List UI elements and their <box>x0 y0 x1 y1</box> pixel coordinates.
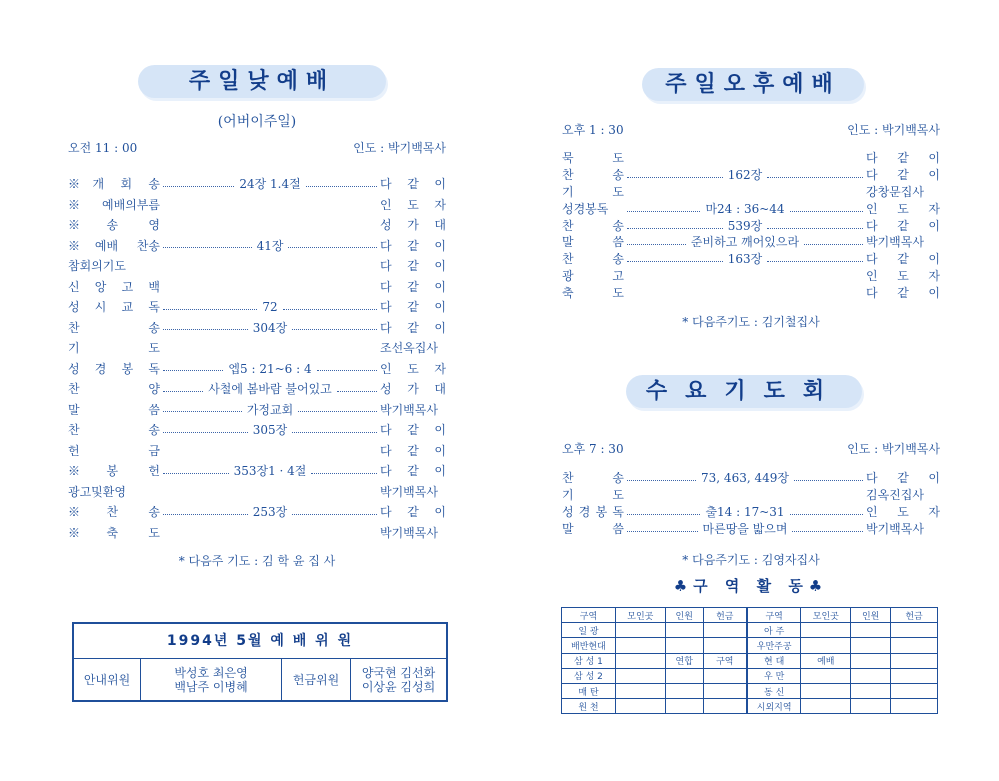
program-item <box>68 359 446 380</box>
program-item-leader: 박기백목사 <box>380 525 438 540</box>
table-header-cell: 구역 <box>562 608 616 623</box>
program-item-name: ※예배 찬송 <box>68 238 160 253</box>
program-item <box>68 277 446 298</box>
program-item <box>562 487 940 504</box>
program-item-leader: 인 도 자 <box>380 361 446 376</box>
dot-leader <box>624 192 866 193</box>
guide-names-line-1: 박성호 최은영 <box>174 666 248 680</box>
table-cell: 동 신 <box>747 683 801 698</box>
dot-leader <box>160 297 380 318</box>
program-item <box>68 256 446 277</box>
program-item-leader: 다 같 이 <box>866 286 940 301</box>
program-item-leader: 다 같 이 <box>380 423 446 437</box>
table-cell <box>801 683 851 698</box>
program-item-name: ※축 도 <box>68 525 160 540</box>
dot-leader <box>160 450 380 451</box>
dot-leader <box>624 167 866 184</box>
program-item-detail: 162장 <box>727 167 763 182</box>
table-cell: 구역 <box>703 653 747 668</box>
table-cell <box>801 668 851 683</box>
program-item <box>562 251 940 268</box>
program-item <box>562 167 940 184</box>
program-item <box>562 285 940 302</box>
table-cell: 아 주 <box>747 623 801 638</box>
program-item <box>68 379 446 400</box>
program-item-name: 성 경 봉 독 <box>562 504 624 519</box>
program-item-leader: 인 도 자 <box>380 197 446 212</box>
table-cell <box>891 668 938 683</box>
dot-leader <box>160 286 380 287</box>
program-item-leader: 다 같 이 <box>380 464 446 478</box>
program-item <box>68 420 446 441</box>
offering-names <box>351 659 446 701</box>
program-item <box>68 400 446 421</box>
sunday-morning-title: 주일낮예배 <box>138 65 386 98</box>
program-item-name: 찬 송 <box>68 423 160 437</box>
sunday-morning-program <box>68 174 446 543</box>
table-cell <box>615 653 665 668</box>
program-item-name: 참회의기도 <box>68 259 126 273</box>
table-cell <box>851 623 891 638</box>
program-item-name: ※봉 헌 <box>68 464 160 478</box>
program-item-leader: 다 같 이 <box>380 177 446 191</box>
program-item-name: 신 앙 고 백 <box>68 279 160 294</box>
program-item-leader: 박기백목사 <box>380 484 438 499</box>
program-item <box>562 470 940 487</box>
program-item <box>562 504 940 521</box>
table-cell <box>665 668 703 683</box>
next-week-prayer: * 다음주기도 : 김기철집사 <box>682 315 820 329</box>
dot-leader <box>160 236 380 257</box>
program-item-leader: 다 같 이 <box>380 300 446 314</box>
table-cell <box>615 668 665 683</box>
dot-leader <box>624 521 866 538</box>
table-row <box>562 653 938 668</box>
table-header-cell: 인원 <box>665 608 703 623</box>
dot-leader <box>160 348 380 349</box>
program-item-name: 찬 송 <box>562 167 624 182</box>
offering-label: 헌금위원 <box>282 659 351 701</box>
program-item-name: 찬 송 <box>562 471 624 485</box>
worship-committee-box <box>72 622 448 702</box>
program-item-name: 찬 송 <box>562 218 624 233</box>
dot-leader <box>160 174 380 195</box>
program-item <box>68 215 446 236</box>
table-row <box>562 623 938 638</box>
program-item-name: 묵 도 <box>562 151 624 165</box>
program-item-name: 찬 양 <box>68 382 160 396</box>
program-item-leader: 인 도 자 <box>866 201 940 216</box>
table-cell <box>851 683 891 698</box>
table-cell <box>851 653 891 668</box>
program-item-detail: 353장1 · 4절 <box>233 464 307 478</box>
program-item <box>68 338 446 359</box>
program-item-name: 광 고 <box>562 269 624 284</box>
table-cell: 우만주공 <box>747 638 801 653</box>
program-item <box>68 482 446 503</box>
table-cell <box>615 683 665 698</box>
table-row <box>562 699 938 714</box>
table-cell: 삼 성 1 <box>562 653 616 668</box>
dot-leader <box>160 532 380 533</box>
dot-leader <box>160 204 380 205</box>
program-item-leader: 다 같 이 <box>380 238 446 253</box>
sunday-afternoon-program <box>562 150 940 302</box>
table-cell <box>891 699 938 714</box>
table-header-row <box>562 608 938 623</box>
table-header-cell: 헌금 <box>891 608 938 623</box>
program-item <box>68 461 446 482</box>
table-cell <box>703 668 747 683</box>
program-item-name: ※예배의부름 <box>68 197 160 212</box>
table-cell: 배반현대 <box>562 638 616 653</box>
dot-leader <box>160 400 380 421</box>
sunday-morning-subtitle: (어버이주일) <box>217 114 297 130</box>
program-item-detail: 마24 : 36~44 <box>705 201 785 216</box>
wednesday-title: 수요기도회 <box>626 375 862 408</box>
service-leader: 인도 : 박기백목사 <box>847 123 940 137</box>
program-item-detail: 출14 : 17~31 <box>705 504 785 519</box>
table-cell: 현 대 <box>747 653 801 668</box>
program-item-leader: 다 같 이 <box>380 259 446 273</box>
program-item-detail: 준비하고 깨어있으라 <box>690 235 800 250</box>
table-cell <box>801 638 851 653</box>
program-item-detail: 사철에 봄바람 불어있고 <box>208 382 332 396</box>
program-item-leader: 김옥진집사 <box>866 487 924 502</box>
district-activity-table <box>561 607 938 714</box>
program-item-leader: 박기백목사 <box>866 235 924 250</box>
table-cell <box>703 638 747 653</box>
program-item-name: 성 경 봉 독 <box>68 361 160 376</box>
dot-leader <box>624 470 866 487</box>
program-item-leader: 다 같 이 <box>866 167 940 182</box>
dot-leader <box>160 420 380 441</box>
program-item-leader: 박기백목사 <box>380 402 438 417</box>
program-item-name: 말 씀 <box>68 402 160 417</box>
dot-leader <box>160 379 380 400</box>
program-item-leader: 박기백목사 <box>866 521 924 536</box>
program-item <box>562 184 940 201</box>
table-cell <box>851 668 891 683</box>
dot-leader <box>160 225 380 226</box>
table-header-cell: 모인곳 <box>615 608 665 623</box>
guide-names <box>141 659 282 701</box>
table-cell <box>665 638 703 653</box>
program-item <box>562 268 940 285</box>
table-cell <box>615 623 665 638</box>
wednesday-program <box>562 470 940 538</box>
program-item-detail: 163장 <box>727 252 763 267</box>
table-cell <box>615 638 665 653</box>
dot-leader <box>160 491 380 492</box>
program-item <box>68 523 446 544</box>
district-activity-title: ♣구 역 활 동♣ <box>673 577 829 595</box>
table-cell <box>615 699 665 714</box>
program-item-detail: 가정교회 <box>246 402 294 417</box>
table-cell: 일 광 <box>562 623 616 638</box>
table-header-cell: 인원 <box>851 608 891 623</box>
program-item-leader: 다 같 이 <box>380 505 446 519</box>
dot-leader <box>624 276 866 277</box>
service-time: 오전 11 : 00 <box>68 141 138 155</box>
dot-leader <box>160 318 380 339</box>
program-item <box>68 441 446 462</box>
table-cell <box>851 638 891 653</box>
table-cell: 시외지역 <box>747 699 801 714</box>
service-time: 오후 7 : 30 <box>562 442 624 456</box>
program-item-detail: 539장 <box>727 218 763 233</box>
program-item-detail: 305장 <box>252 423 288 437</box>
table-cell <box>703 699 747 714</box>
table-cell <box>665 623 703 638</box>
program-item-leader: 다 같 이 <box>866 218 940 233</box>
program-item-name: 말 씀 <box>562 235 624 250</box>
program-item <box>68 195 446 216</box>
program-item-name: 성 시 교 독 <box>68 300 160 314</box>
table-cell <box>801 699 851 714</box>
table-cell: 매 탄 <box>562 683 616 698</box>
dot-leader <box>624 201 866 218</box>
program-item-name: ※찬 송 <box>68 505 160 519</box>
program-item-leader: 다 같 이 <box>380 320 446 335</box>
program-item-leader: 다 같 이 <box>866 151 940 165</box>
table-cell <box>891 653 938 668</box>
program-item-detail: 73, 463, 449장 <box>701 471 789 485</box>
table-cell <box>703 683 747 698</box>
program-item-name: 찬 송 <box>562 252 624 267</box>
program-item <box>68 174 446 195</box>
program-item-name: 성경봉독 <box>562 201 609 216</box>
program-item-leader: 다 같 이 <box>380 443 446 458</box>
program-item-leader: 강창문집사 <box>866 184 924 199</box>
table-cell: 삼 성 2 <box>562 668 616 683</box>
dot-leader <box>624 158 866 159</box>
program-item <box>562 234 940 251</box>
program-item <box>562 150 940 167</box>
program-item-leader: 다 같 이 <box>866 471 940 485</box>
next-week-prayer: * 다음주기도 : 김영자집사 <box>682 553 820 567</box>
program-item-leader: 조선옥집사 <box>380 341 438 355</box>
dot-leader <box>624 495 866 496</box>
program-item-name: 축 도 <box>562 286 624 301</box>
table-cell <box>665 683 703 698</box>
offering-names-line-1: 양국현 김선화 <box>361 666 436 680</box>
dot-leader <box>624 293 866 294</box>
service-time: 오후 1 : 30 <box>562 123 624 137</box>
program-item <box>68 502 446 523</box>
table-cell <box>851 699 891 714</box>
program-item-name: ※개 회 송 <box>68 177 160 191</box>
dot-leader <box>624 504 866 521</box>
guide-names-line-2: 백남주 이병혜 <box>174 680 248 694</box>
table-cell: 예배 <box>801 653 851 668</box>
table-cell <box>703 623 747 638</box>
program-item-name: 찬 송 <box>68 320 160 335</box>
program-item-detail: 엡5 : 21~6 : 4 <box>228 361 312 376</box>
table-header-cell: 모인곳 <box>801 608 851 623</box>
table-cell: 연합 <box>665 653 703 668</box>
table-row <box>562 683 938 698</box>
program-item-leader: 성 가 대 <box>380 218 446 232</box>
program-item-name: 헌 금 <box>68 443 160 458</box>
table-cell <box>891 623 938 638</box>
next-week-prayer: * 다음주 기도 : 김 학 윤 집 사 <box>178 554 336 568</box>
program-item <box>68 318 446 339</box>
service-leader: 인도 : 박기백목사 <box>353 141 446 155</box>
dot-leader <box>160 266 380 267</box>
program-item <box>68 297 446 318</box>
program-item-name: ※송 영 <box>68 218 160 232</box>
program-item-name: 기 도 <box>562 487 624 502</box>
table-header-cell: 구역 <box>747 608 801 623</box>
dot-leader <box>624 234 866 251</box>
program-item-leader: 성 가 대 <box>380 382 446 396</box>
dot-leader <box>160 461 380 482</box>
program-item-detail: 24장 1.4절 <box>239 177 301 191</box>
dot-leader <box>624 218 866 235</box>
table-cell <box>891 638 938 653</box>
table-cell <box>801 623 851 638</box>
program-item <box>562 521 940 538</box>
program-item-leader: 다 같 이 <box>380 279 446 294</box>
dot-leader <box>160 359 380 380</box>
program-item-name: 기 도 <box>68 341 160 355</box>
program-item-leader: 인 도 자 <box>866 504 940 519</box>
program-item-detail: 41장 <box>256 238 284 253</box>
program-item <box>562 218 940 235</box>
program-item-detail: 304장 <box>252 320 288 335</box>
table-cell <box>891 683 938 698</box>
program-item <box>68 236 446 257</box>
table-cell: 우 만 <box>747 668 801 683</box>
guide-label: 안내위원 <box>74 659 141 701</box>
program-item-leader: 인 도 자 <box>866 269 940 284</box>
program-item-name: 광고및환영 <box>68 484 126 499</box>
offering-names-line-2: 이상윤 김성희 <box>361 680 436 694</box>
service-leader: 인도 : 박기백목사 <box>847 442 940 456</box>
dot-leader <box>160 502 380 523</box>
sunday-afternoon-title: 주일오후예배 <box>642 68 864 101</box>
program-item-detail: 72 <box>262 300 278 314</box>
program-item-name: 기 도 <box>562 184 624 199</box>
table-row <box>562 638 938 653</box>
program-item-detail: 253장 <box>252 505 288 519</box>
program-item <box>562 201 940 218</box>
program-item-detail: 마른땅을 밟으며 <box>702 521 788 536</box>
program-item-name: 말 씀 <box>562 521 624 536</box>
committee-title: 1994년 5월 예 배 위 원 <box>74 624 446 659</box>
program-item-leader: 다 같 이 <box>866 252 940 267</box>
table-cell: 원 천 <box>562 699 616 714</box>
table-cell <box>665 699 703 714</box>
table-header-cell: 헌금 <box>703 608 747 623</box>
dot-leader <box>624 251 866 268</box>
table-row <box>562 668 938 683</box>
